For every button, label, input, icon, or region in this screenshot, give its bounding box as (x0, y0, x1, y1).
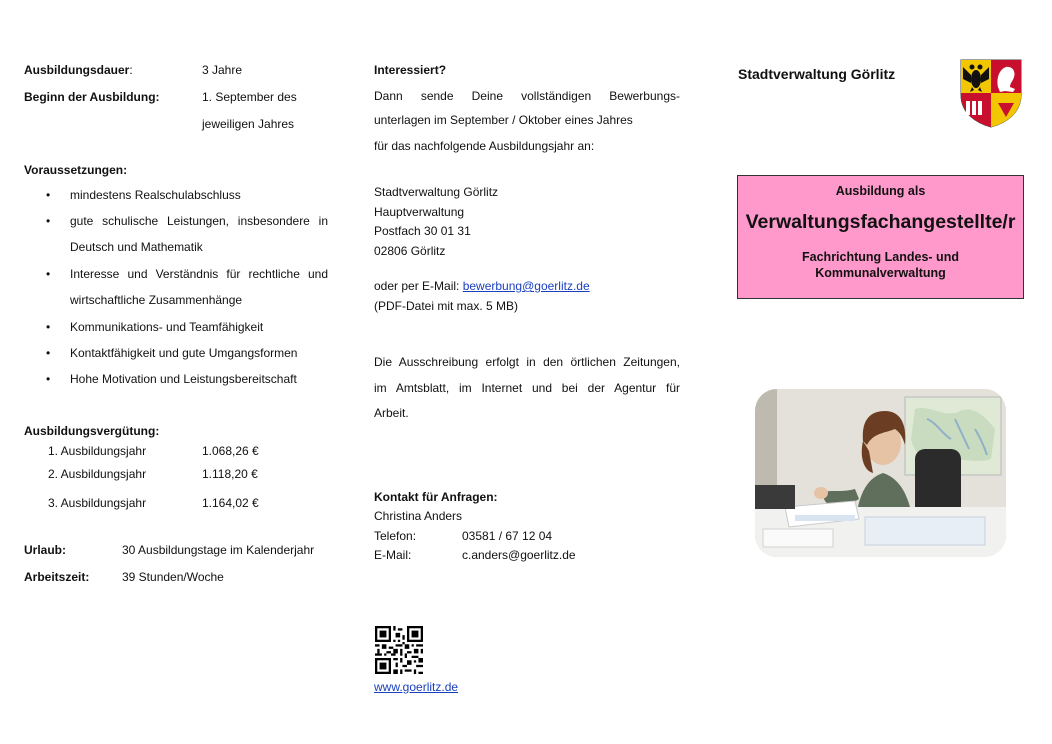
beginn-label: Beginn der Ausbildung: (24, 90, 160, 104)
telefon-label: Telefon: (374, 529, 417, 543)
intro-line-3: für das nachfolgende Ausbildungsjahr an: (374, 139, 595, 153)
intro-line-2: unterlagen im September / Oktober eines Jahres (374, 113, 633, 127)
list-item: • mindestens Realschulabschluss (46, 182, 328, 208)
verguetung-title: Ausbildungsvergütung: (24, 424, 160, 438)
box-small-heading: Ausbildung als (835, 184, 926, 198)
address-line: Postfach 30 01 31 (374, 224, 471, 238)
voraussetzungen-title: Voraussetzungen: (24, 163, 128, 177)
pdf-note: (PDF-Datei mit max. 5 MB) (374, 299, 519, 313)
verguetung-year-1: 1. Ausbildungsjahr (48, 444, 147, 458)
list-item: • Kommunikations- und Teamfähigkeit (46, 314, 328, 340)
urlaub-value: 30 Ausbildungstage im Kalenderjahr (122, 543, 315, 557)
title-box (737, 175, 1024, 299)
voraussetzungen-list (46, 182, 328, 392)
qr-code-icon (375, 626, 423, 674)
beginn-value-1: 1. September des (202, 90, 297, 104)
box-sub-1: Fachrichtung Landes- und (802, 250, 959, 264)
box-title: Verwaltungsfachangestellte/r (745, 211, 1016, 233)
website-link[interactable]: www.goerlitz.de (374, 680, 459, 694)
list-item: • Kontaktfähigkeit und gute Umgangsformen (46, 340, 328, 366)
intro-line-1: Dann sende Deine vollständigen Bewerbungs- (374, 89, 680, 103)
office-photo-illustration (755, 389, 1006, 557)
ausschreibung-line-2: im Amtsblatt, im Internet und bei der Agentur für (374, 381, 680, 395)
list-item: • Interesse und Verständnis für rechtliche und wirtschaftliche Zusammenhänge (46, 261, 328, 313)
verguetung-amount-1: 1.068,26 € (202, 444, 259, 458)
arbeitszeit-label: Arbeitszeit: (24, 570, 90, 584)
dauer-label: Ausbildungsdauer: (24, 63, 133, 77)
arbeitszeit-value: 39 Stunden/Woche (122, 570, 224, 584)
coat-of-arms-icon (958, 57, 1024, 129)
kontakt-email-label: E-Mail: (374, 548, 412, 562)
address-line: Hauptverwaltung (374, 204, 465, 219)
address-line: Stadtverwaltung Görlitz (374, 185, 499, 199)
office-photo (755, 389, 1006, 557)
kontakt-name: Christina Anders (374, 509, 463, 523)
verguetung-amount-3: 1.164,02 € (202, 496, 259, 510)
org-name: Stadtverwaltung Görlitz (738, 66, 896, 82)
address-line: 02806 Görlitz (374, 243, 446, 258)
application-email-link[interactable]: bewerbung@goerlitz.de (462, 279, 590, 293)
email-prefix: oder per E-Mail: (374, 279, 463, 293)
urlaub-label: Urlaub: (24, 543, 66, 557)
list-item: • Hohe Motivation und Leistungsbereitschaft (46, 366, 328, 392)
list-item: • gute schulische Leistungen, insbesondere in Deutsch und Mathematik (46, 208, 328, 260)
interessiert-title: Interessiert? (374, 63, 447, 77)
kontakt-email-value: c.anders@goerlitz.de (462, 548, 576, 562)
verguetung-amount-2: 1.118,20 € (202, 467, 258, 481)
address-block (374, 183, 498, 261)
ausschreibung-line-1: Die Ausschreibung erfolgt in den örtlichen Zeitungen, (374, 355, 680, 369)
ausschreibung-line-3: Arbeit. (374, 406, 409, 420)
beginn-value-2: jeweiligen Jahres (202, 117, 295, 131)
kontakt-title: Kontakt für Anfragen: (374, 490, 498, 504)
verguetung-year-3: 3. Ausbildungsjahr (48, 496, 147, 510)
verguetung-year-2: 2. Ausbildungsjahr (48, 467, 147, 481)
box-sub-2: Kommunalverwaltung (815, 266, 946, 280)
dauer-value: 3 Jahre (202, 63, 243, 77)
email-line (374, 279, 590, 293)
telefon-value: 03581 / 67 12 04 (462, 529, 553, 543)
